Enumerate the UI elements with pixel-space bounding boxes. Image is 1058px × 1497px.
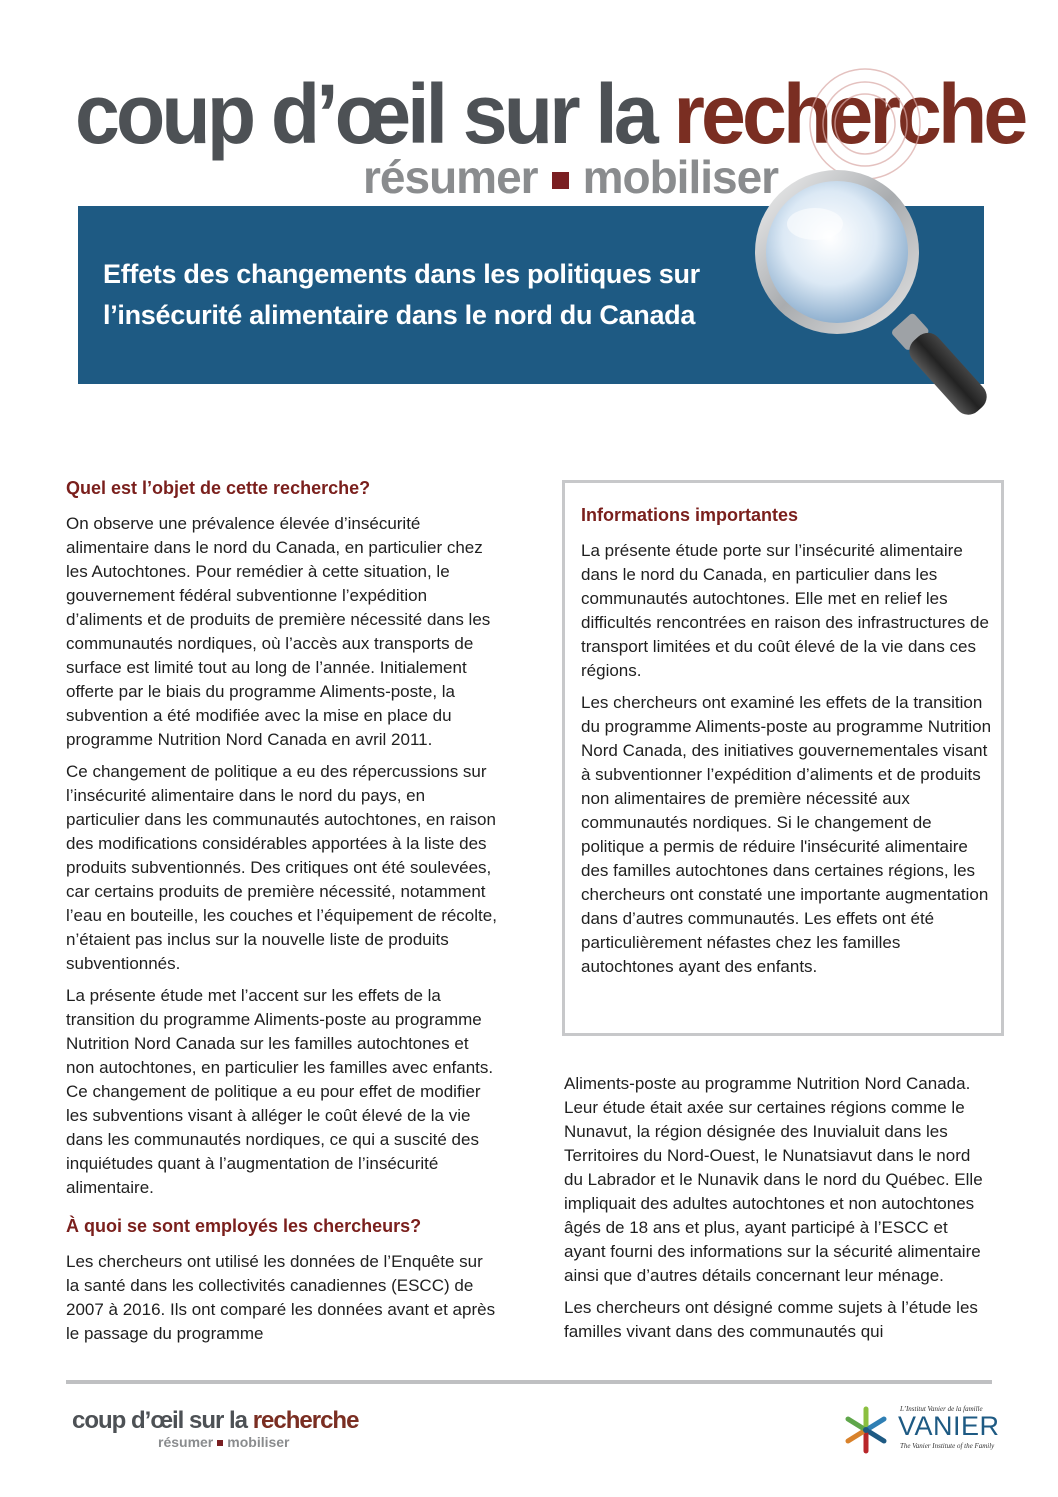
vanier-snowflake-icon <box>838 1405 894 1455</box>
footer-brand-logo <box>72 1407 359 1450</box>
vanier-institute-logo <box>838 1405 998 1455</box>
section-heading-chercheurs: À quoi se sont employés les chercheurs? <box>66 1216 422 1236</box>
vanier-wordmark: VANIER <box>898 1411 1000 1441</box>
section-heading-objet: Quel est l’objet de cette recherche? <box>66 478 371 498</box>
page-title: Effets des changements dans les politiques sur l’insécurité alimentaire dans le nord du Canada <box>103 259 700 330</box>
tagline-mobiliser: mobiliser <box>582 151 779 203</box>
tagline-square-icon <box>552 172 569 189</box>
footer-tagline-mobiliser: mobiliser <box>227 1434 290 1450</box>
paragraph: Les chercheurs ont désigné comme sujets à l’étude les familles vivant dans des communautés qui <box>564 1298 978 1341</box>
magnifying-glass-icon <box>745 52 1015 432</box>
footer-tagline-square-icon <box>217 1440 223 1446</box>
footer-tagline-resumer: résumer <box>158 1434 214 1450</box>
left-column <box>66 476 498 1354</box>
info-box-heading: Informations importantes <box>581 505 799 525</box>
paragraph: Les chercheurs ont utilisé les données de l’Enquête sur la santé dans les collectivités canadiennes (ESCC) de 2007 à 2016. Ils ont comparé les données avant et après le passage du programme <box>66 1252 496 1343</box>
footer-wordmark-red: recherche <box>252 1407 359 1434</box>
tagline-resumer: résumer <box>363 151 538 203</box>
paragraph: Les chercheurs ont examiné les effets de la transition du programme Aliments-poste au programme Nutrition Nord Canada, des initiatives gouvernementales visant à subventionner l’expédition d’aliments et de produits non alimentaires de première nécessité aux communautés nordiques. Si le changement de politique a permis de réduire l'insécurité alimentaire des familles autochtones dans certaines régions, les chercheurs ont constaté une importante augmentation dans d’autres communautés. Les effets ont été particulièrement néfastes chez les familles autochtones ayant des enfants. <box>581 693 992 976</box>
paragraph: La présente étude porte sur l’insécurité alimentaire dans le nord du Canada, en particulier dans les communautés autochtones. Elle met en relief les difficultés rencontrées en raison des infrastructures de transport limitées et du coût élevé de la vie dans ces régions. <box>581 541 989 680</box>
paragraph: Ce changement de politique a eu des répercussions sur l’insécurité alimentaire dans le nord du pays, en particulier dans les communautés autochtones, en raison des modifications considérables apportées à la liste des produits subventionnés. Des critiques ont été soulevées, car certains produits de première nécessité, notamment l’eau en bouteille, les couches et l’équipement de récolte, n’étaient pas inclus sur la nouvelle liste de produits subventionnés. <box>66 762 497 973</box>
paragraph: Aliments-poste au programme Nutrition Nord Canada. Leur étude était axée sur certaines régions comme le Nunavut, la région désignée des Inuvialuit dans les Territoires du Nord-Ouest, le Nunatsiavut dans le nord du Labrador et le Nunavik dans le nord du Québec. Elle impliquait des adultes autochtones et non autochtones âgés de 18 ans et plus, ayant participé à l’ESCC et ayant fourni des informations sur la sécurité alimentaire ainsi que d’autres détails concernant leur ménage. <box>564 1074 983 1285</box>
right-column <box>564 1072 984 1352</box>
footer-wordmark-grey: coup d’œil sur la <box>72 1407 253 1434</box>
brand-wordmark-grey: coup d’œil sur la <box>75 67 674 161</box>
brand-wordmark-red: recherche <box>673 67 1025 161</box>
footer-divider <box>66 1380 992 1384</box>
brand-tagline <box>363 152 778 202</box>
vanier-english-name: The Vanier Institute of the Family <box>900 1442 995 1450</box>
key-information-box <box>562 480 1004 1036</box>
paragraph: La présente étude met l’accent sur les effets de la transition du programme Aliments-poste au programme Nutrition Nord Canada sur les familles autochtones et non autochtones, en particulier les familles avec enfants. Ce changement de politique a eu pour effet de modifier les subventions visant à alléger le coût élevé de la vie dans les communautés nordiques, ce qui a suscité des inquiétudes quant à l’augmentation de l’insécurité alimentaire. <box>66 986 494 1197</box>
paragraph: On observe une prévalence élevée d’insécurité alimentaire dans le nord du Canada, en particulier chez les Autochtones. Pour remédier à cette situation, le gouvernement fédéral subventionne l’expédition d’aliments et de produits de première nécessité dans les communautés nordiques, où l’accès aux transports de surface est limité tout au long de l’année. Initialement offerte par le biais du programme Aliments-poste, la subvention a été modifiée avec la mise en place du programme Nutrition Nord Canada en avril 2011. <box>66 514 491 749</box>
vanier-french-name: L’Institut Vanier de la famille <box>900 1405 983 1413</box>
